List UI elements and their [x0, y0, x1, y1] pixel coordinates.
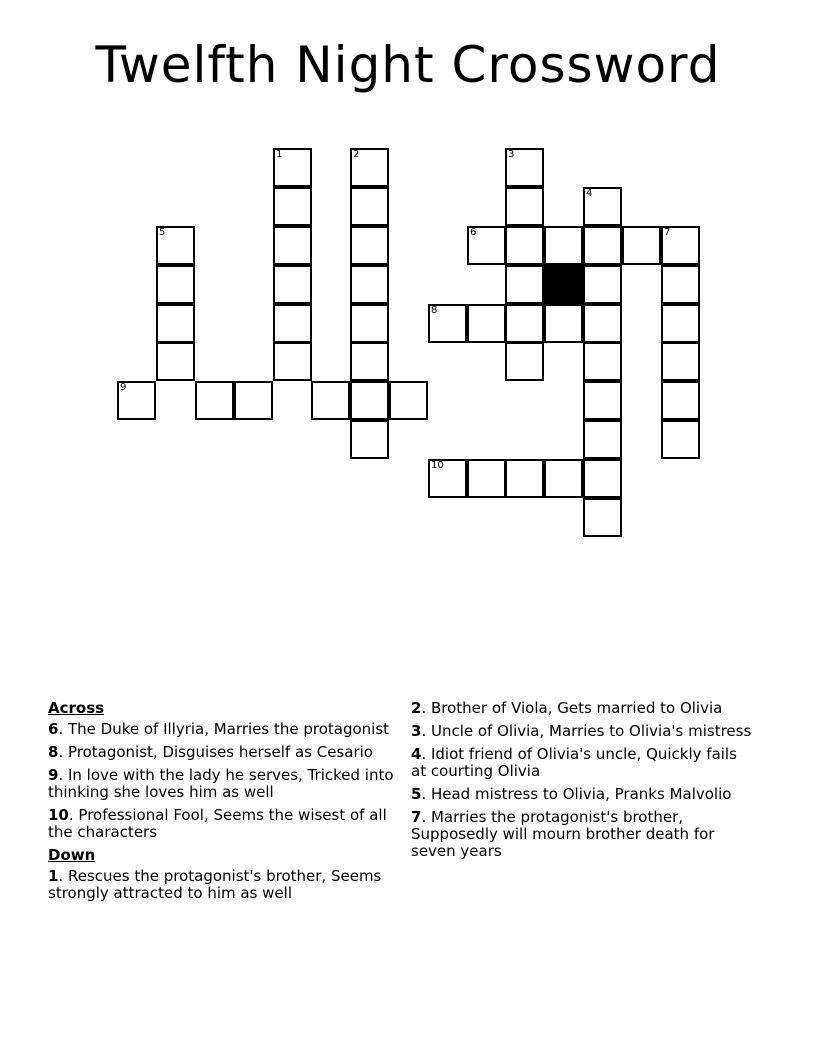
down-heading: Down [48, 846, 96, 864]
grid-cell[interactable] [583, 304, 622, 343]
clue-number: 6 [470, 227, 477, 238]
grid-cell[interactable] [583, 381, 622, 420]
grid-cell[interactable] [195, 381, 234, 420]
grid-cell[interactable] [311, 381, 350, 420]
grid-cell[interactable] [505, 148, 544, 187]
grid-cell[interactable] [661, 381, 700, 420]
grid-cell[interactable] [583, 498, 622, 537]
grid-cell[interactable] [583, 459, 622, 498]
clue-number: 3 [508, 149, 515, 160]
down-clue-7: 7. Marries the protagonist's brother, Supposedly will mourn brother death for seven years [411, 808, 715, 860]
grid-cell[interactable] [583, 187, 622, 226]
grid-cell[interactable] [350, 187, 389, 226]
grid-cell[interactable] [661, 265, 700, 304]
grid-cell[interactable] [544, 226, 583, 265]
down-clue-3: 3. Uncle of Olivia, Marries to Olivia's mistress [411, 722, 752, 740]
page-title: Twelfth Night Crossword [95, 36, 721, 94]
grid-cell[interactable] [273, 148, 312, 187]
grid-cell[interactable] [273, 304, 312, 343]
crossword-grid [0, 0, 816, 520]
grid-cell[interactable] [583, 420, 622, 459]
clue-number: 10 [431, 460, 444, 471]
grid-cell[interactable] [505, 265, 544, 304]
across-clue-10: 10. Professional Fool, Seems the wisest of all the characters [48, 806, 387, 841]
grid-cell[interactable] [350, 265, 389, 304]
clue-number: 5 [159, 227, 166, 238]
grid-cell[interactable] [234, 381, 273, 420]
grid-cell[interactable] [117, 381, 156, 420]
down-clue-2: 2. Brother of Viola, Gets married to Olivia [411, 699, 723, 717]
down-clue-1: 1. Rescues the protagonist's brother, Seems strongly attracted to him as well [48, 867, 382, 902]
grid-cell[interactable] [156, 265, 195, 304]
grid-cell[interactable] [661, 226, 700, 265]
grid-cell[interactable] [622, 226, 661, 265]
grid-cell[interactable] [505, 226, 544, 265]
grid-cell[interactable] [661, 304, 700, 343]
clue-number: 4 [586, 188, 593, 199]
grid-cell[interactable] [661, 420, 700, 459]
clue-number: 8 [431, 305, 438, 316]
clue-number: 7 [664, 227, 671, 238]
across-clue-6: 6. The Duke of Illyria, Marries the protagonist [48, 720, 390, 738]
clue-number: 1 [276, 149, 283, 160]
black-cell [544, 265, 583, 304]
grid-cell[interactable] [156, 226, 195, 265]
clues-right-column [411, 700, 756, 866]
grid-cell[interactable] [273, 226, 312, 265]
grid-cell[interactable] [583, 265, 622, 304]
grid-cell[interactable] [350, 148, 389, 187]
grid-cell[interactable] [583, 226, 622, 265]
grid-cell[interactable] [467, 304, 506, 343]
grid-cell[interactable] [428, 459, 467, 498]
across-clue-8: 8. Protagonist, Disguises herself as Cesario [48, 743, 373, 761]
grid-cell[interactable] [273, 265, 312, 304]
grid-cell[interactable] [544, 304, 583, 343]
grid-cell[interactable] [350, 342, 389, 381]
clues-left-column [48, 700, 398, 908]
grid-cell[interactable] [389, 381, 428, 420]
grid-cell[interactable] [273, 187, 312, 226]
grid-cell[interactable] [583, 342, 622, 381]
grid-cell[interactable] [350, 420, 389, 459]
grid-cell[interactable] [661, 342, 700, 381]
down-clue-5: 5. Head mistress to Olivia, Pranks Malvolio [411, 785, 732, 803]
grid-cell[interactable] [505, 304, 544, 343]
grid-cell[interactable] [350, 304, 389, 343]
grid-cell[interactable] [505, 187, 544, 226]
grid-cell[interactable] [428, 304, 467, 343]
grid-cell[interactable] [156, 304, 195, 343]
grid-cell[interactable] [467, 226, 506, 265]
grid-cell[interactable] [467, 459, 506, 498]
across-heading: Across [48, 699, 105, 717]
down-clue-4: 4. Idiot friend of Olivia's uncle, Quickly fails at courting Olivia [411, 745, 737, 780]
clue-number: 2 [353, 149, 360, 160]
grid-cell[interactable] [350, 226, 389, 265]
across-clue-9: 9. In love with the lady he serves, Tricked into thinking she loves him as well [48, 766, 394, 801]
grid-cell[interactable] [350, 381, 389, 420]
grid-cell[interactable] [505, 342, 544, 381]
grid-cell[interactable] [273, 342, 312, 381]
grid-cell[interactable] [505, 459, 544, 498]
grid-cell[interactable] [156, 342, 195, 381]
grid-cell[interactable] [544, 459, 583, 498]
clue-number: 9 [120, 382, 127, 393]
